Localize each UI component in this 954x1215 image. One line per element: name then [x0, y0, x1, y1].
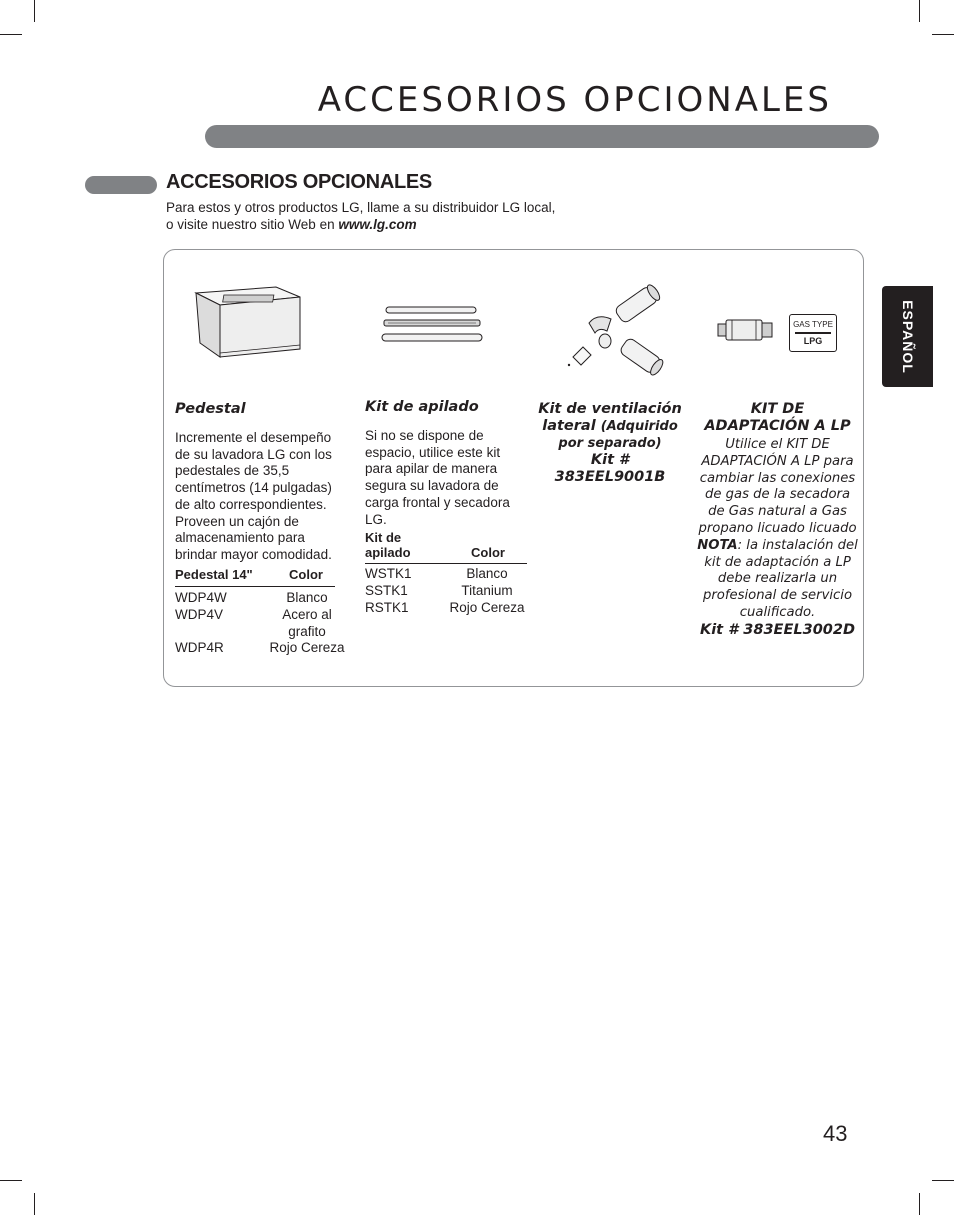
crop-mark — [932, 1180, 954, 1181]
table-row — [365, 566, 527, 583]
crop-mark — [919, 0, 920, 22]
table-row — [175, 607, 349, 640]
color-cell: Rojo Cereza — [449, 599, 525, 615]
model-cell: WDP4W — [175, 590, 227, 606]
lpg-text: LPG — [803, 336, 823, 346]
model-cell: WDP4R — [175, 640, 224, 656]
stacking-title: Kit de apilado — [365, 399, 479, 415]
color-cell: Blanco — [466, 566, 508, 582]
model-cell: WSTK1 — [365, 566, 412, 582]
vent-title — [535, 401, 685, 452]
lp-description: Utilice el KIT DE ADAPTACIÓN A LP para cambiar las conexiones de gas de la secadora de Gas natural a Gas propano licuado licuado — [698, 437, 857, 536]
table-row — [365, 600, 527, 617]
crop-mark — [34, 1193, 35, 1215]
vent-kit-number: Kit # 383EEL9001B — [554, 452, 666, 485]
gas-type-label — [789, 314, 837, 352]
crop-mark — [34, 0, 35, 22]
model-cell: WDP4V — [175, 607, 224, 623]
section-heading: ACCESORIOS OPCIONALES — [166, 171, 432, 193]
pedestal-table-header — [175, 567, 335, 588]
stacking-table-header — [365, 530, 527, 564]
stacking-kit-icon — [380, 305, 484, 345]
color-cell: Acero al grafito — [282, 607, 332, 639]
model-cell: SSTK1 — [365, 582, 408, 598]
stacking-header-model: Kit de apilado — [365, 530, 411, 561]
lp-note-label: NOTA — [697, 537, 738, 553]
vent-kit-icon — [565, 283, 665, 378]
language-tab-label: ESPAÑOL — [899, 299, 916, 374]
vent-column — [535, 401, 685, 486]
website-link: www.lg.com — [338, 217, 417, 232]
crop-mark — [0, 1180, 22, 1181]
lp-kit-icon — [716, 312, 776, 348]
pedestal-description: Incremente el desempeño de su lavadora LG con los pedestales de 35,5 centímetros (14 pulgadas) de alto correspondientes. Proveen un cajón de almacenamiento para brindar mayor comodidad. — [175, 430, 332, 562]
page-number: 43 — [823, 1121, 848, 1146]
crop-mark — [932, 34, 954, 35]
language-tab — [882, 286, 933, 387]
pedestal-header-color: Color — [289, 566, 323, 582]
table-row — [175, 640, 349, 657]
pedestal-title: Pedestal — [175, 401, 246, 417]
color-cell: Blanco — [286, 590, 328, 606]
lp-note-text: : la instalación del kit de adaptación a LP debe realizarla un profesional de servicio cualificado. — [702, 537, 858, 620]
pedestal-header-model: Pedestal 14" — [175, 566, 253, 582]
vent-title-text: Kit de ventilación lateral — [538, 401, 682, 434]
pedestal-column — [175, 401, 349, 657]
stacking-description: Si no se dispone de espacio, utilice este kit para apilar de manera segura su lavadora de carga frontal y secadora LG. — [365, 428, 510, 527]
page-title: ACCESORIOS OPCIONALES — [317, 80, 832, 120]
vent-subtitle: (Adquirido por separado) — [558, 419, 678, 451]
intro-line-1: Para estos y otros productos LG, llame a su distribuidor LG local, — [166, 200, 556, 215]
stacking-table-rows — [365, 566, 527, 616]
color-cell: Titanium — [461, 582, 513, 598]
table-row — [365, 583, 527, 600]
lp-kit-number: Kit # 383EEL3002D — [699, 621, 856, 638]
gas-type-text: GAS TYPE — [793, 320, 833, 329]
title-bar — [205, 125, 879, 148]
gas-type-line — [795, 332, 831, 334]
crop-mark — [919, 1193, 920, 1215]
section-marker — [85, 176, 157, 194]
stacking-header-color: Color — [471, 545, 505, 561]
lp-note — [695, 538, 860, 622]
model-cell: RSTK1 — [365, 599, 409, 615]
intro-text — [166, 199, 616, 233]
pedestal-table-rows — [175, 590, 349, 657]
pedestal-icon — [192, 283, 304, 361]
lp-column — [695, 401, 860, 639]
lp-title: KIT DE ADAPTACIÓN A LP — [704, 401, 851, 434]
crop-mark — [0, 34, 22, 35]
color-cell: Rojo Cereza — [269, 640, 345, 656]
intro-line-2: o visite nuestro sitio Web en — [166, 217, 339, 232]
stacking-column — [365, 399, 527, 616]
table-row — [175, 590, 349, 607]
